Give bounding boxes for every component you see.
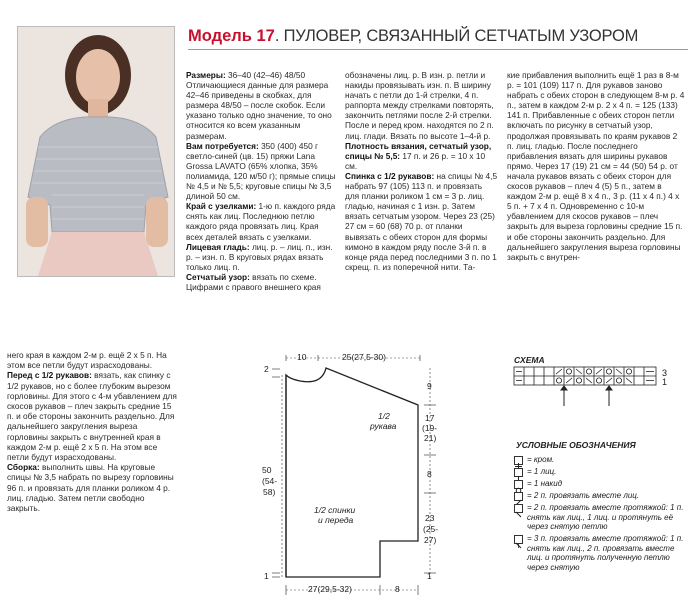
- sizes-text: 36–40 (42–46) 48/50 Отличающиеся данные для размера 42–46 приведены в скобках, для размера 48/50 – после скобок. Если указано только одно значение, то оно относится ко всем указанным размерам.: [186, 70, 332, 141]
- model-illustration: [18, 27, 174, 276]
- dim-right-17: 17: [425, 413, 435, 423]
- legend-text-k2tog: = 2 п. провязать вместе лиц.: [527, 491, 640, 500]
- legend: [514, 455, 690, 574]
- dim-top-25: 25(27,5-30): [342, 352, 386, 362]
- edge-text: 1-ю п. каждого ряда снять как лиц. Последнюю петлю каждого ряда провязать лиц. Края всех деталей вязать с узелками.: [186, 201, 336, 242]
- k2tog-symbol-icon: [514, 492, 523, 501]
- sizes-label: Размеры:: [186, 70, 226, 80]
- legend-item-edge: [514, 455, 690, 467]
- legend-item-knit: [514, 467, 690, 479]
- legend-item-ssk: [514, 503, 690, 534]
- dim-right-23: 23: [425, 513, 435, 523]
- mesh-text: вязать по схеме. Цифрами с правого внешнего края: [186, 271, 321, 292]
- legend-text-edge: = кром.: [527, 455, 555, 464]
- dim-right-9: 9: [427, 381, 432, 391]
- materials-text: 350 (400) 450 г светло-синей (цв. 15) пряжи Lana Grossa LAVATO (65% хлопка, 35% полиамида, 120 м/50 г); прямые спицы № 4,5 и № 5,5; круговые спицы № 3,5 длиной 50 см.: [186, 140, 336, 202]
- front-text: вязать, как спинку с 1/2 рукавов, но с более глубоким вырезом горловины. Для этого с 4-м убавлением для скосов рукавов – плеч закрыть средние 15 п. и обе стороны закончить раздельно. Для дальнейшего закругления выреза горловины закрыть с внутренней края в каждом 2-м р. ещё 2 х 5 п. На этом все петли будут израсходованы.: [7, 370, 177, 463]
- dim-right-21: 21): [424, 433, 437, 443]
- dim-left-58: 58): [263, 487, 276, 497]
- assembly-label: Сборка:: [7, 462, 40, 473]
- stockinette-label: Лицевая гладь:: [186, 241, 250, 252]
- dim-left-50: 50: [262, 465, 272, 475]
- legend-item-k2tog: [514, 491, 690, 503]
- edge-label: Край с узелками:: [186, 201, 257, 212]
- dim-right-8: 8: [427, 469, 432, 479]
- dim-left-54: (54-: [262, 476, 278, 486]
- legend-item-sk2p: [514, 534, 690, 574]
- text-column-3: [507, 70, 685, 262]
- legend-text-ssk: = 2 п. провязать вместе протяжкой: 1 п. снять как лиц., 1 лиц. и протянуть её через снятую петлю: [527, 503, 684, 531]
- knit-symbol-icon: [514, 468, 523, 477]
- neck-continued: него края в каждом 2-м р. ещё 2 х 5 п. На этом все петли будут израсходованы.: [7, 350, 167, 371]
- density-label: Плотность вязания, сетчатый узор, спицы № 5,5:: [345, 140, 492, 161]
- body-label-1: 1/2 спинки: [314, 505, 356, 515]
- legend-text-yarnover: = 1 накид: [527, 479, 563, 488]
- mesh-continued: обозначены лиц. р. В изн. р. петли и накиды провязывать изн. п. В ширину начать с петли до 1-й стрелки, 4 п. раппорта между стрелками повторять, закончить петлями после 2-й стрелки. После и перед кром. находятся по 2 п. лиц. глади. Вязать по высоте 1–4-й р.: [345, 70, 494, 141]
- materials-label: Вам потребуется:: [186, 140, 259, 151]
- text-column-4: [7, 350, 179, 513]
- dim-bottom-27: 27(29,5-32): [308, 584, 352, 594]
- pattern-diagram: [250, 345, 450, 607]
- schema-title: СХЕМА: [514, 355, 545, 365]
- text-column-2: [345, 70, 498, 272]
- assembly-text: выполнить швы. На круговые спицы № 3,5 набрать по вырезу горловины 96 п. и провязать для планки роликом 4 р. лиц. гладью. Затем петли свободно закрыть.: [7, 462, 174, 514]
- legend-text-knit: = 1 лиц.: [527, 467, 557, 476]
- model-number: Модель 17: [188, 27, 275, 45]
- sleeve-label-fraction: 1/2: [378, 411, 390, 421]
- front-label: Перед с 1/2 рукавов:: [7, 370, 92, 381]
- schema-row-1: 1: [662, 377, 668, 387]
- dim-bottom-8: 8: [395, 584, 400, 594]
- back-continued: кие прибавления выполнить ещё 1 раз в 8-м р. = 101 (109) 117 п. Для рукавов заново набрать с обеих сторон в следующем 8-м р. 4 п., затем в каждом 2-м р. 2 х 4 п. = 125 (133) 141 п. Прибавленные с обеих сторон петли включать по рисунку в сетчатый узор, продолжая провязывать по краям рукавов 2 п. лиц. гладью. После последнего прибавления вязать для ширины рукавов прямо. Через 17 (19) 21 см = 44 (50) 54 р. от начала рукавов вязать с обеих сторон для скосов рукавов – плеч 4 (5) 5 п., затем в каждом 2-м р. ещё 8 х 4 п., 3 р. (11 х 4 п.) 4 х 5 п. + 7 х 4 п. Одновременно с 10-м убавлением для скосов рукавов – плеч закрыть для выреза горловины средние 15 п. и обе стороны закончить раздельно. Для дальнейшего закругления выреза горловины закрыть с внутрен-: [507, 70, 685, 262]
- yarnover-symbol-icon: [514, 480, 523, 489]
- legend-item-yarnover: [514, 479, 690, 491]
- body-label-2: и переда: [318, 515, 354, 525]
- dim-left-2: 2: [264, 364, 269, 374]
- schema-row-3: 3: [662, 368, 668, 378]
- dim-left-1: 1: [264, 571, 269, 581]
- mesh-label: Сетчатый узор:: [186, 271, 250, 282]
- legend-title: УСЛОВНЫЕ ОБОЗНАЧЕНИЯ: [516, 440, 636, 450]
- dim-right-27: 27): [424, 535, 437, 545]
- back-text: на спицы № 4,5 набрать 97 (105) 113 п. и провязать для планки роликом 1 см = 3 р. лиц. гладью, начиная с 1 изн. р. Затем вязать сетчатым узором. Через 23 (25) 27 см = 60 (68) 70 р. от планки вывязать с обеих сторон для формы кимоно в каждом ряду после 3-й п. в конце ряда перед последними 3 п. по 1 скрещ. п. из поперечной нити. Та-: [345, 170, 498, 272]
- back-label: Спинка с 1/2 рукавов:: [345, 170, 435, 181]
- sleeve-label-text: рукава: [370, 421, 397, 431]
- density-text: 17 п. и 26 р. = 10 х 10 см.: [345, 150, 486, 171]
- edge-symbol-icon: [514, 456, 523, 465]
- dim-right-1: 1: [427, 571, 432, 581]
- model-photo: [17, 26, 175, 277]
- title-rule: [188, 49, 688, 50]
- dim-top-10: 10: [297, 352, 307, 362]
- stitch-schema: [512, 364, 688, 408]
- stockinette-text: лиц. р. – лиц. п., изн. р. – изн. п. В круговых рядах вязать только лиц. п.: [186, 241, 333, 272]
- page-title: [188, 27, 688, 47]
- sk2p-symbol-icon: [514, 535, 523, 544]
- ssk-symbol-icon: [514, 504, 523, 513]
- title-text: . ПУЛОВЕР, СВЯЗАННЫЙ СЕТЧАТЫМ УЗОРОМ: [274, 27, 639, 45]
- text-column-1: [186, 70, 336, 292]
- legend-text-sk2p: = 3 п. провязать вместе протяжкой: 1 п. снять как лиц., 2 п. провязать вместе лиц. и протянуть полученную петлю через снятую: [527, 534, 684, 572]
- dim-right-25: (25-: [423, 524, 439, 534]
- dim-right-19: (19-: [422, 423, 438, 433]
